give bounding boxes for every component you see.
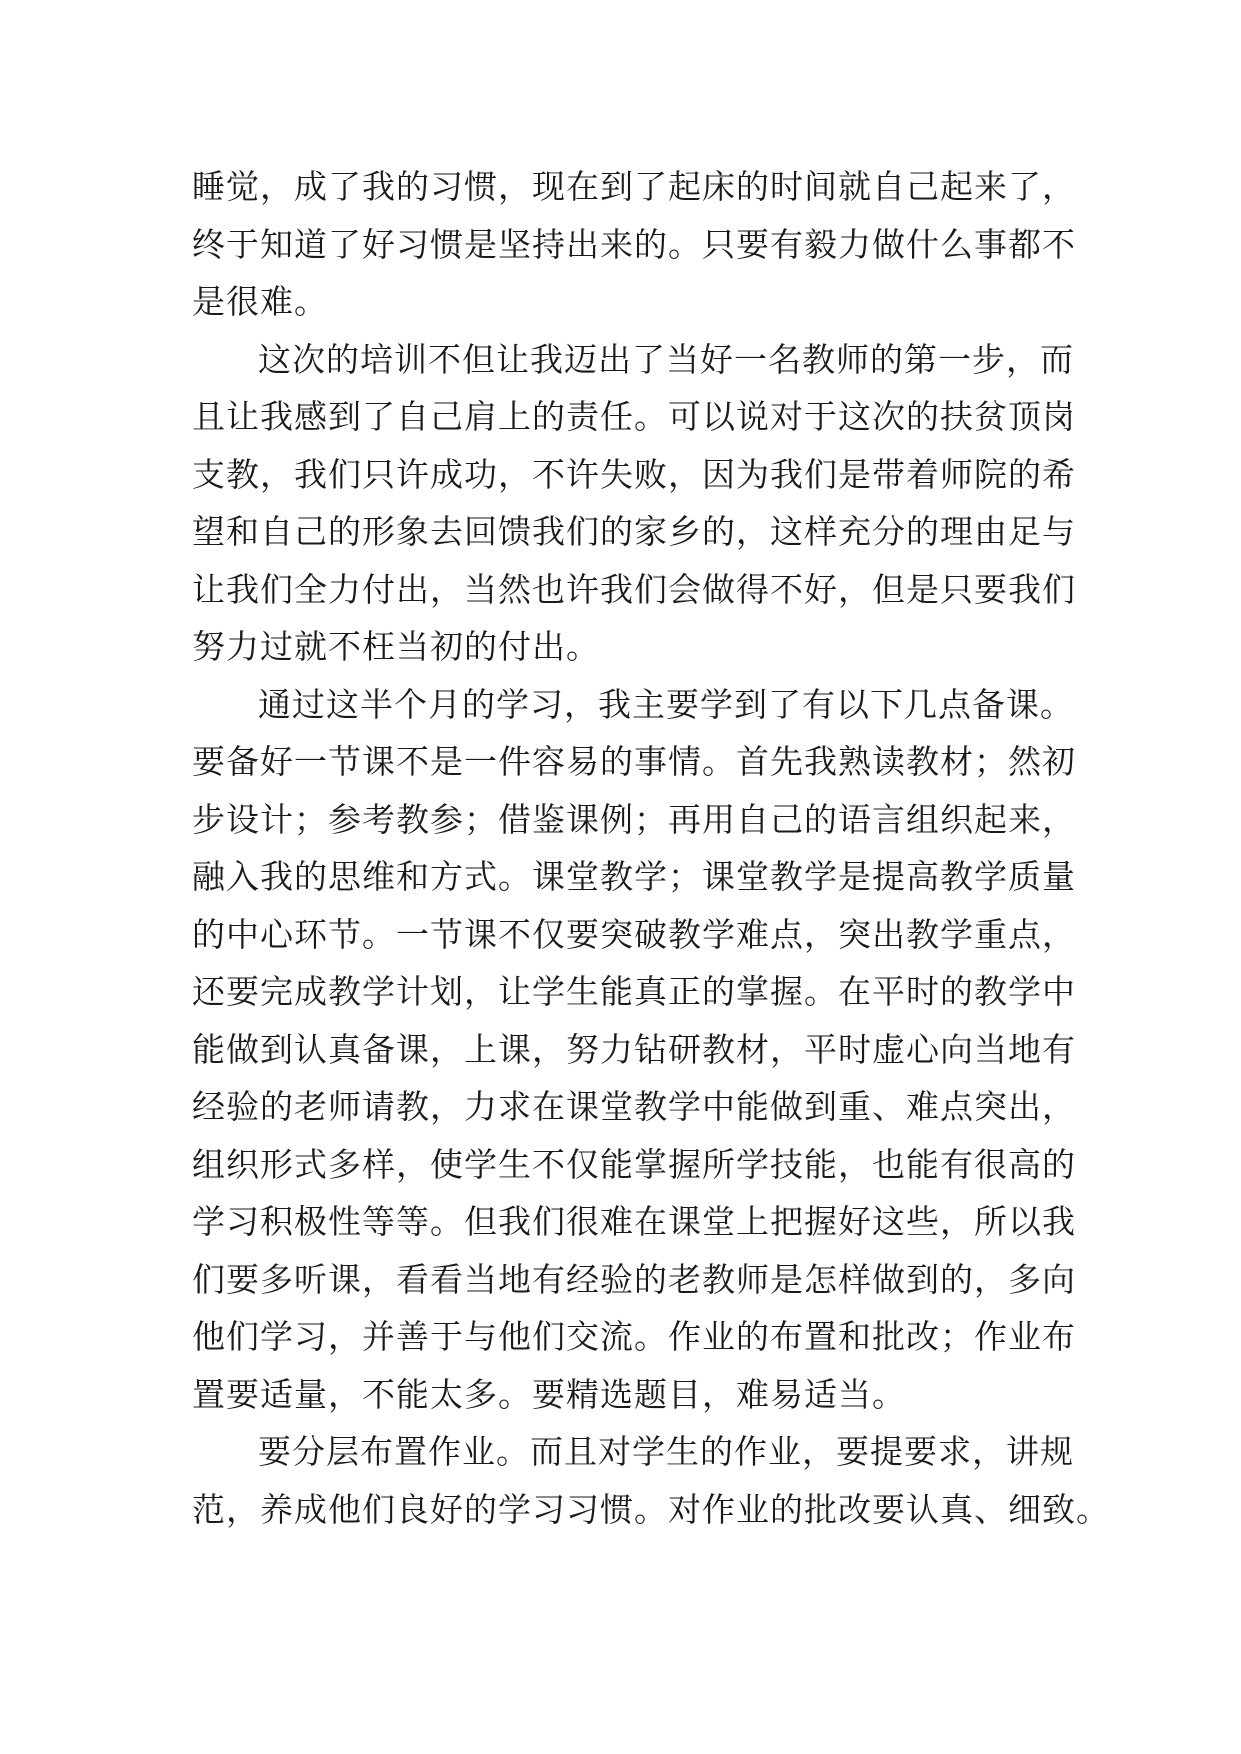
- text-line: 且让我感到了自己肩上的责任。可以说对于这次的扶贫顶岗: [192, 397, 1076, 436]
- text-line: 是很难。: [192, 282, 328, 321]
- body-text: [192, 158, 1110, 1538]
- text-line: 睡觉，成了我的习惯，现在到了起床的时间就自己起来了，: [192, 167, 1076, 206]
- text-line: 望和自己的形象去回馈我们的家乡的，这样充分的理由足与: [192, 512, 1076, 551]
- text-line: 这次的培训不但让我迈出了当好一名教师的第一步，而: [258, 339, 1074, 379]
- text-line: 他们学习，并善于与他们交流。作业的布置和批改；作业布: [192, 1317, 1076, 1356]
- text-line: 融入我的思维和方式。课堂教学；课堂教学是提高教学质量: [192, 857, 1076, 896]
- text-line: 要备好一节课不是一件容易的事情。首先我熟读教材；然初: [192, 742, 1076, 781]
- text-line: 让我们全力付出，当然也许我们会做得不好，但是只要我们: [192, 569, 1076, 609]
- text-line: 经验的老师请教，力求在课堂教学中能做到重、难点突出，: [192, 1087, 1076, 1126]
- text-line: 努力过就不枉当初的付出。: [192, 627, 600, 666]
- text-line: 还要完成教学计划，让学生能真正的掌握。在平时的教学中: [192, 972, 1076, 1011]
- paragraph: [192, 1423, 1110, 1538]
- paragraph: [192, 676, 1076, 1424]
- text-line: 支教，我们只许成功，不许失败，因为我们是带着师院的希: [192, 454, 1076, 494]
- text-line: 步设计；参考教参；借鉴课例；再用自己的语言组织起来，: [192, 799, 1076, 839]
- text-line: 通过这半个月的学习，我主要学到了有以下几点备课。: [258, 684, 1074, 724]
- text-line: 能做到认真备课，上课，努力钻研教材，平时虚心向当地有: [192, 1029, 1076, 1069]
- text-line: 要分层布置作业。而且对学生的作业，要提要求，讲规: [258, 1432, 1074, 1471]
- text-line: 范，养成他们良好的学习习惯。对作业的批改要认真、细致。: [192, 1489, 1110, 1529]
- text-line: 置要适量，不能太多。要精选题目，难易适当。: [192, 1374, 906, 1414]
- text-line: 学习积极性等等。但我们很难在课堂上把握好这些，所以我: [192, 1202, 1076, 1241]
- text-line: 终于知道了好习惯是坚持出来的。只要有毅力做什么事都不: [192, 224, 1076, 264]
- text-line: 组织形式多样，使学生不仅能掌握所学技能，也能有很高的: [192, 1144, 1076, 1184]
- text-line: 们要多听课，看看当地有经验的老教师是怎样做到的，多向: [192, 1259, 1076, 1299]
- text-line: 的中心环节。一节课不仅要突破教学难点，突出教学重点，: [192, 914, 1076, 954]
- paragraph: [192, 331, 1076, 676]
- paragraph: [192, 158, 1076, 331]
